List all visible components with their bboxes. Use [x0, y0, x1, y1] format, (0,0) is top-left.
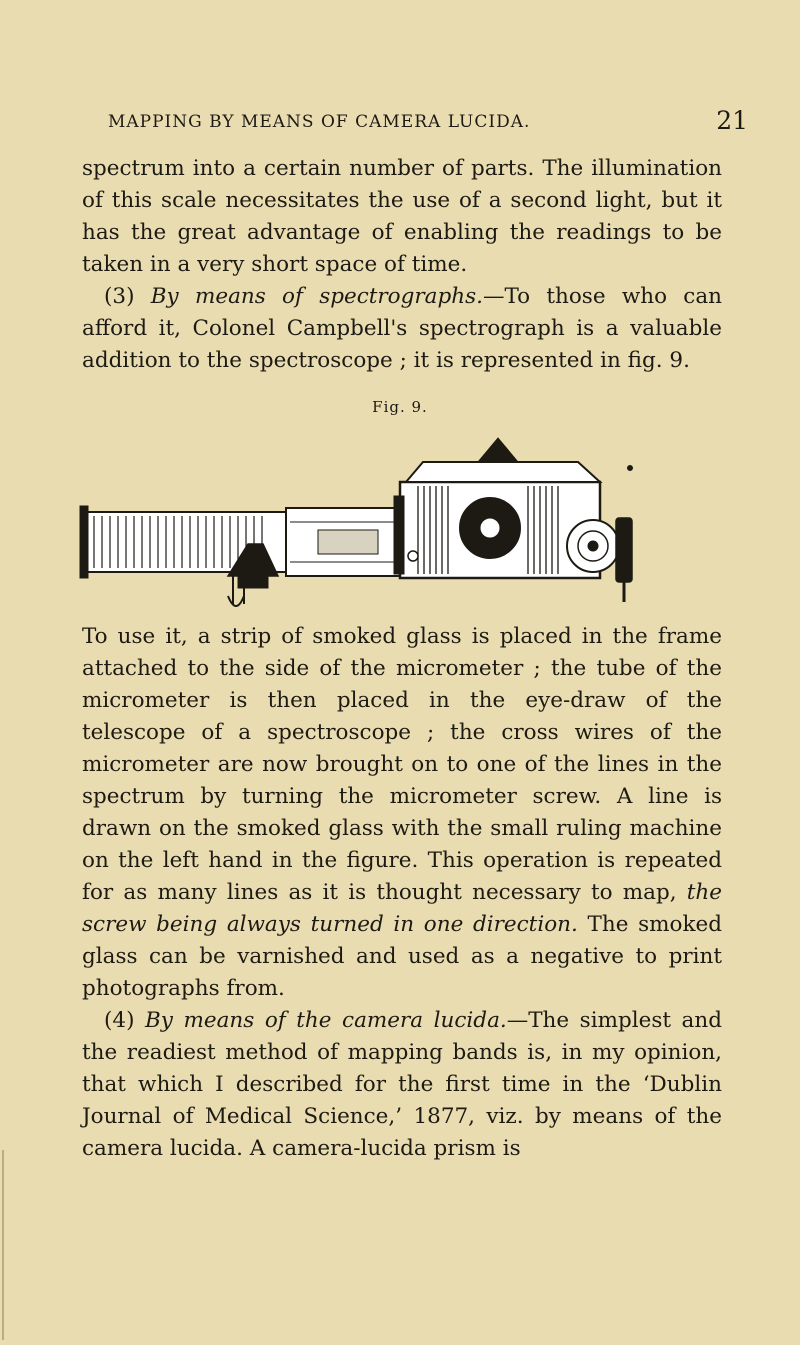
spectrograph-illustration [78, 426, 638, 616]
page-edge-shadow [2, 1150, 4, 1340]
paragraph-spectrographs [82, 281, 722, 377]
text-block-top [82, 153, 722, 377]
section-number: (3) [104, 284, 151, 309]
paragraph-text: The smoked glass can be varnished and used as a negative to print photographs from. [82, 912, 722, 1001]
paragraph-continuation: spectrum into a certain number of parts. The illumination of this scale necessitates the use of a second light, but it has the great advantage of enabling the readings to be taken in a very short space of time. [82, 156, 722, 277]
page-number: 21 [716, 106, 748, 135]
running-title: MAPPING BY MEANS OF CAMERA LUCIDA. [108, 112, 531, 132]
section-number: (4) [104, 1008, 145, 1033]
paragraph-text: —To those who can afford it, Colonel Campbell's spectrograph is a valuable addition to the spectroscope ; it is represented in fig. 9. [82, 284, 722, 373]
paragraph-text: —The simplest and the readiest method of mapping bands is, in my opinion, that which I described for the first time in the ‘Dublin Journal of Medical Science,’ 1877, viz. by means of the camera lucida. A camera-lucida prism is [82, 1008, 722, 1161]
figure-label: Fig. 9. [372, 398, 428, 416]
paragraph-camera-lucida [82, 1005, 722, 1165]
paragraph-usage [82, 621, 722, 1005]
section-heading: By means of spectrographs. [150, 284, 483, 309]
text-block-bottom [82, 621, 722, 1165]
emphasis-text: the screw being always turned in one direction. [82, 880, 722, 937]
paragraph-text: To use it, a strip of smoked glass is placed in the frame attached to the side of the micrometer ; the tube of the micrometer is then placed in the eye-draw of the telescope of a spectroscope ; the cross wires of the micrometer are now brought on to one of the lines in the spectrum by turning the micrometer screw. A line is drawn on the smoked glass with the small ruling machine on the left hand in the figure. This operation is repeated for as many lines as it is thought necessary to map, [82, 624, 722, 905]
page-header [108, 106, 748, 136]
section-heading: By means of the camera lucida. [145, 1008, 507, 1033]
